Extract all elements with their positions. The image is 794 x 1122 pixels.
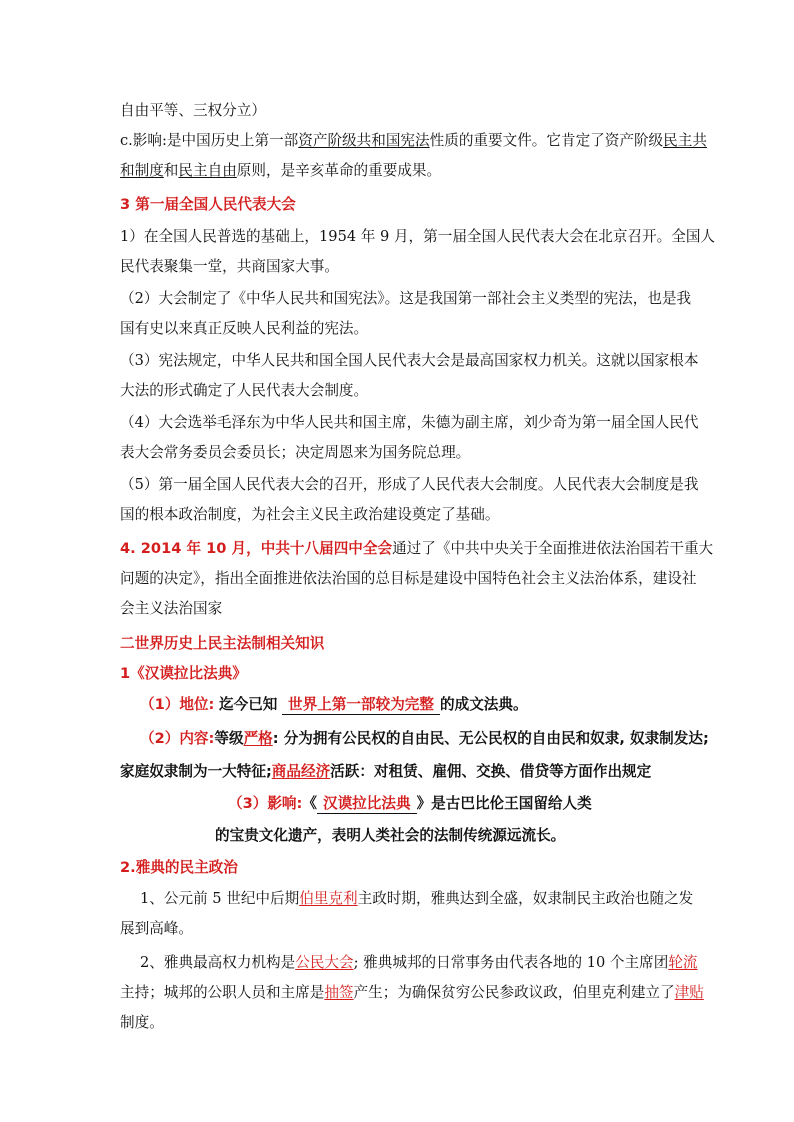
sec3-item-4-line-1: （4）大会选举毛泽东为中华人民共和国主席，朱德为副主席，刘少奇为第一届全国人民代: [120, 414, 699, 431]
sec3-item-1-line-2: 民代表聚集一堂，共商国家大事。: [120, 258, 339, 275]
hammurabi-effect-line-1: （3）影响:《 汉谟拉比法典 》是古巴比伦王国留给人类: [228, 795, 592, 812]
hammurabi-position: （1）地位: 迄今已知 世界上第一部较为完整 的成文法典。: [140, 696, 528, 713]
sec4-line-3: 会主义法治国家: [120, 600, 223, 617]
section-3-title: 3 第一届全国人民代表大会: [120, 196, 296, 213]
effect-label: （3）影响:: [228, 795, 303, 812]
athens-p1-line-2: 展到高峰。: [120, 920, 193, 937]
sec4-lead: 4. 2014 年 10 月，中共十八届四中全会: [120, 540, 393, 557]
sec3-item-1-line-1: 1）在全国人民普选的基础上，1954 年 9 月，第一届全国人民代表大会在北京召开。全国人: [120, 228, 716, 245]
athens-title: 2.雅典的民主政治: [120, 859, 238, 876]
hammurabi-content-line-2: 家庭奴隶制为一大特征;商品经济活跃：对租赁、雇佣、交换、借贷等方面作出规定: [120, 763, 652, 780]
hammurabi-effect-line-2: 的宝贵文化遗产，表明人类社会的法制传统源远流长。: [215, 827, 566, 844]
underlined-term: 轮流: [668, 954, 698, 971]
content-label: （2）内容:: [140, 730, 215, 747]
position-label: （1）地位:: [140, 696, 215, 713]
hammurabi-title: 1《汉谟拉比法典》: [120, 665, 247, 682]
paragraph-line: 自由平等、三权分立）: [120, 102, 266, 119]
athens-p2-line-3: 制度。: [120, 1014, 164, 1031]
underlined-term: 公民大会: [295, 954, 354, 971]
underlined-term: 严格: [243, 730, 273, 747]
sec3-item-5-line-1: （5）第一届全国人民代表大会的召开，形成了人民代表大会制度。人民代表大会制度是我: [120, 476, 699, 493]
sec4-line-2: 问题的决定》，指出全面推进依法治国的总目标是建设中国特色社会主义法治体系，建设社: [120, 570, 697, 587]
athens-p2-line-2: 主持；城邦的公职人员和主席是抽签产生；为确保贫穷公民参政议政，伯里克利建立了津贴: [120, 984, 704, 1001]
sec3-item-2-line-1: （2）大会制定了《中华人民共和国宪法》。这是我国第一部社会主义类型的宪法，也是我: [120, 290, 692, 307]
sec3-item-3-line-2: 大法的形式确定了人民代表大会制度。: [120, 382, 369, 399]
underlined-term: 伯里克利: [299, 890, 358, 907]
sec3-item-5-line-2: 国的根本政治制度，为社会主义民主政治建设奠定了基础。: [120, 506, 500, 523]
sec3-item-2-line-2: 国有史以来真正反映人民利益的宪法。: [120, 320, 369, 337]
underlined-term: 资产阶级共和国宪法: [298, 132, 430, 149]
hammurabi-content-line-1: （2）内容:等级严格: 分为拥有公民权的自由民、无公民权的自由民和奴隶, 奴隶制发达;: [140, 730, 709, 747]
fill-blank-answer: 汉谟拉比法典: [317, 795, 417, 814]
fill-blank-answer: 世界上第一部较为完整: [282, 696, 440, 715]
sec4-line-1: 4. 2014 年 10 月，中共十八届四中全会通过了《中共中央关于全面推进依法治国若干重大: [120, 540, 714, 557]
athens-p2-line-1: 2、雅典最高权力机构是公民大会; 雅典城邦的日常事务由代表各地的 10 个主席团轮流: [140, 954, 698, 971]
underlined-term: 抽签: [324, 984, 354, 1001]
c-effect-line-2: 和制度和民主自由原则，是辛亥革命的重要成果。: [120, 162, 442, 179]
underlined-term: 民主自由: [178, 162, 237, 179]
c-effect-line-1: c.影响:是中国历史上第一部资产阶级共和国宪法性质的重要文件。它肯定了资产阶级民主共: [120, 132, 707, 149]
athens-p1-line-1: 1、公元前 5 世纪中后期伯里克利主政时期，雅典达到全盛，奴隶制民主政治也随之发: [140, 890, 694, 907]
part-2-title: 二世界历史上民主法制相关知识: [120, 635, 325, 652]
sec3-item-4-line-2: 表大会常务委员会委员长；决定周恩来为国务院总理。: [120, 444, 471, 461]
underlined-term: 津贴: [674, 984, 704, 1001]
sec3-item-3-line-1: （3）宪法规定，中华人民共和国全国人民代表大会是最高国家权力机关。这就以国家根本: [120, 352, 699, 369]
underlined-term: 和制度: [120, 162, 164, 179]
underlined-term: 商品经济: [271, 763, 331, 780]
underlined-term: 民主共: [663, 132, 707, 149]
